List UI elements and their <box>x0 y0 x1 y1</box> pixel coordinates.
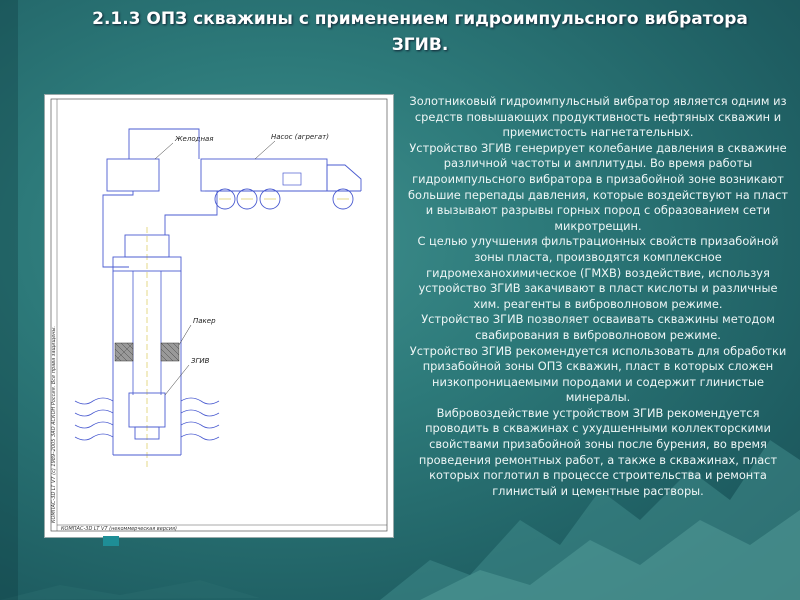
left-edge-band <box>0 0 18 600</box>
paragraph-5: Устройство ЗГИВ рекомендуется использовать для обработки призабойной зоны ОПЗ скважин, пласт в которых сложен низкопроницаемыми породами и содержит глинистые минералы. <box>409 343 787 405</box>
paragraph-4: Устройство ЗГИВ позволяет осваивать скважины методом свабирования в виброволновом режиме. <box>421 312 775 342</box>
pipe-left <box>103 191 133 267</box>
paragraph-1: Золотниковый гидроимпульсный вибратор является одним из средств повышающих продуктивность нефтяных скважин и приемистость нагнетательных. <box>409 94 787 140</box>
container-label: Желодная <box>175 135 214 143</box>
body-text <box>404 94 792 499</box>
formation-left <box>75 398 113 440</box>
pump-label: Насос (агрегат) <box>271 133 329 141</box>
stamp-bottom-text: КОМПАС-3D LT V7 (некоммерческая версия) <box>61 526 177 532</box>
packer-label: Пакер <box>193 317 216 325</box>
title-line-1: 2.1.3 ОПЗ скважины с применением гидроимпульсного вибратора <box>92 9 748 29</box>
truck-cab <box>327 165 361 191</box>
vibrator-leader <box>165 365 189 395</box>
paragraph-2: Устройство ЗГИВ генерирует колебание давления в скважине различной частоты и амплитуды. Во время работы гидроимпульсного вибратора в призабойной зоне возникают большие перепады давления, которые воздействуют на пласт и вызывают разрывы горных пород с образованием сети микротрещин. <box>407 140 789 233</box>
paragraph-6: Вибровоздействие устройством ЗГИВ рекомендуется проводить в скважинах с ухудшенными коллекторскими свойствами призабойной зоны после бурения, во время проведения ремонтных работ, а также в скважинах, пласт которых поглотил в процессе строительства и ремонта глинистый и цементные растворы. <box>418 405 778 498</box>
pipe-top <box>129 129 199 159</box>
vibrator-label: ЗГИВ <box>191 357 210 365</box>
formation-right <box>181 398 219 440</box>
technical-drawing <box>44 94 394 538</box>
drawing-frame <box>51 99 387 531</box>
truck-tank <box>201 159 327 191</box>
pipe-to-wellhead <box>165 191 217 235</box>
accent-block <box>103 536 119 546</box>
slide-title <box>60 6 780 58</box>
truck-detail <box>283 173 301 185</box>
pump-leader <box>255 141 275 159</box>
container-leader <box>155 143 173 159</box>
container-box <box>107 159 159 191</box>
paragraph-3: С целью улучшения фильтрационных свойств призабойной зоны пласта, производятся комплексное гидромеханохимическое (ГМХВ) воздействие, используя устройство ЗГИВ закачивают в пласт кислоты и различные хим. реагенты в виброволновом режиме. <box>417 234 779 311</box>
title-line-2: ЗГИВ. <box>391 35 449 55</box>
stamp-side-text: КОМПАС-3D LT V7 (c) 1989–2005 ЗАО АСКОН Россия. Все права защищены. <box>51 325 57 523</box>
